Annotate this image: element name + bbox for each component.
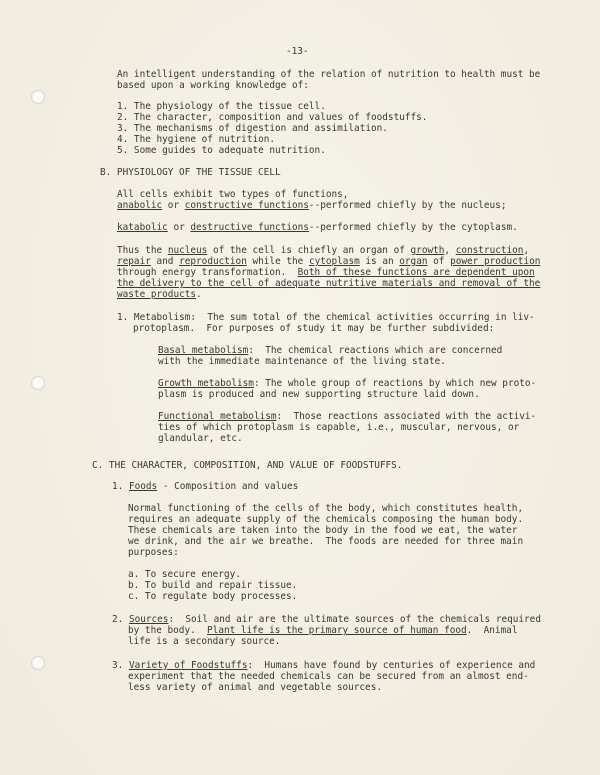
- functional-line: glandular, etc.: [158, 433, 243, 444]
- basal-line: with the immediate maintenance of the living state.: [158, 356, 446, 367]
- thus-line: the delivery to the cell of adequate nutritive materials and removal of the: [117, 278, 541, 289]
- thus-line: repair and reproduction while the cytoplasm is an organ of power production: [117, 256, 541, 267]
- punch-hole: [31, 656, 45, 670]
- paragraph-line: purposes:: [128, 547, 179, 558]
- sources-line: 2. Sources: Soil and air are the ultimate sources of the chemicals required: [112, 614, 541, 625]
- purpose-item: a. To secure energy.: [128, 569, 241, 580]
- variety-line: less variety of animal and vegetable sources.: [128, 682, 382, 693]
- thus-line: Thus the nucleus of the cell is chiefly an organ of growth, construction,: [117, 245, 530, 256]
- list-item: 4. The hygiene of nutrition.: [117, 134, 276, 145]
- paragraph-line: requires an adequate supply of the chemicals composing the human body.: [128, 514, 524, 525]
- anabolic-line: anabolic or constructive functions--performed chiefly by the nucleus;: [117, 200, 507, 211]
- paragraph-line: Normal functioning of the cells of the body, which constitutes health,: [128, 503, 524, 514]
- growth-line: plasm is produced and new supporting structure laid down.: [158, 389, 480, 400]
- list-item: 2. The character, composition and values of foodstuffs.: [117, 112, 428, 123]
- metabolism-line: protoplasm. For purposes of study it may be further subdivided:: [133, 323, 495, 334]
- foods-line: 1. Foods - Composition and values: [112, 481, 299, 492]
- basal-line: Basal metabolism: The chemical reactions which are concerned: [158, 345, 503, 356]
- purpose-item: c. To regulate body processes.: [128, 591, 298, 602]
- thus-line: through energy transformation. Both of these functions are dependent upon: [117, 267, 535, 278]
- purpose-item: b. To build and repair tissue.: [128, 580, 298, 591]
- list-item: 5. Some guides to adequate nutrition.: [117, 145, 326, 156]
- sources-line: life is a secondary source.: [128, 636, 281, 647]
- katabolic-line: katabolic or destructive functions--performed chiefly by the cytoplasm.: [117, 222, 518, 233]
- variety-line: experiment that the needed chemicals can be secured from an almost end-: [128, 671, 529, 682]
- paragraph-line: These chemicals are taken into the body in the food we eat, the water: [128, 525, 518, 536]
- sources-line: by the body. Plant life is the primary source of human food. Animal: [128, 625, 518, 636]
- intro-line: based upon a working knowledge of:: [117, 80, 309, 91]
- thus-line: waste products.: [117, 289, 202, 300]
- growth-line: Growth metabolism: The whole group of reactions by which new proto-: [158, 378, 537, 389]
- punch-hole: [31, 376, 45, 390]
- metabolism-line: 1. Metabolism: The sum total of the chemical activities occurring in liv-: [117, 312, 535, 323]
- paragraph-line: All cells exhibit two types of functions,: [117, 189, 349, 200]
- page-number: -13-: [286, 46, 309, 57]
- section-heading: B. PHYSIOLOGY OF THE TISSUE CELL: [100, 167, 281, 178]
- functional-line: Functional metabolism: Those reactions associated with the activi-: [158, 411, 537, 422]
- intro-line: An intelligent understanding of the relation of nutrition to health must be: [117, 69, 541, 80]
- section-heading: C. THE CHARACTER, COMPOSITION, AND VALUE OF FOODSTUFFS.: [92, 460, 403, 471]
- punch-hole: [31, 90, 45, 104]
- variety-line: 3. Variety of Foodstuffs: Humans have found by centuries of experience and: [112, 660, 536, 671]
- list-item: 1. The physiology of the tissue cell.: [117, 101, 326, 112]
- functional-line: ties of which protoplasm is capable, i.e., muscular, nervous, or: [158, 422, 520, 433]
- paragraph-line: we drink, and the air we breathe. The foods are needed for three main: [128, 536, 524, 547]
- list-item: 3. The mechanisms of digestion and assimilation.: [117, 123, 388, 134]
